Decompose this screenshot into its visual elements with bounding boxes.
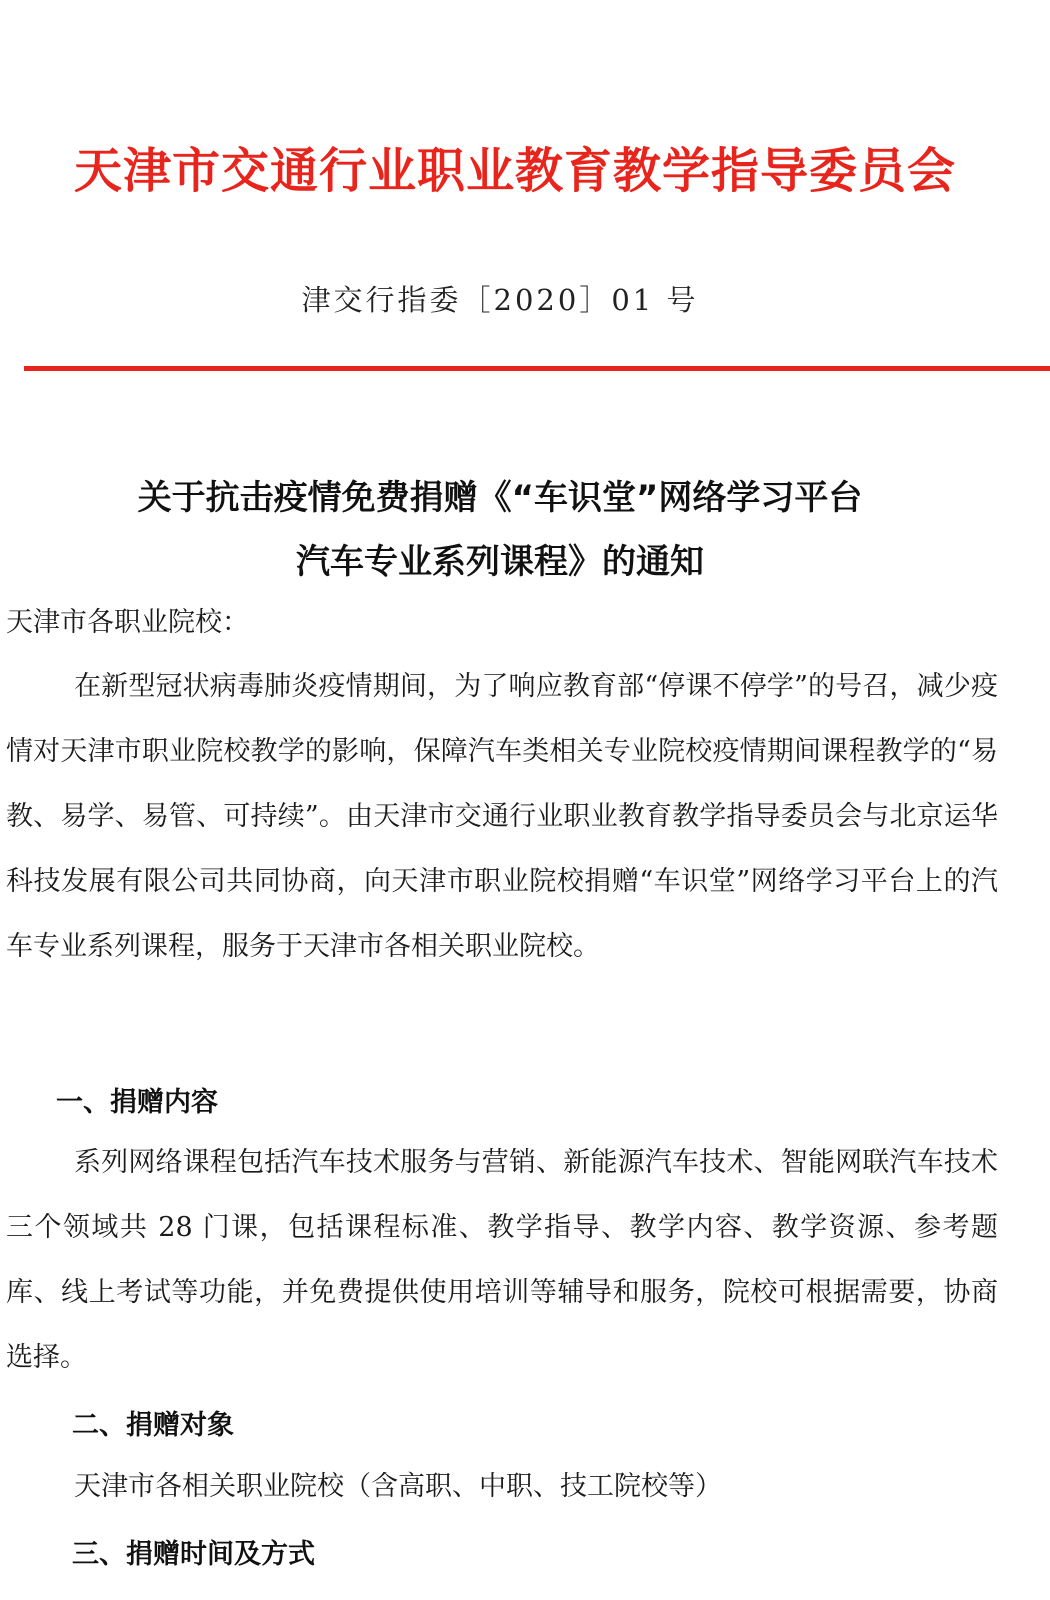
notice-title: [0, 466, 1000, 594]
salutation: 天津市各职业院校：: [6, 607, 249, 638]
section-heading-donation-target: 二、捐赠对象: [72, 1410, 234, 1441]
donation-target-paragraph: 天津市各相关职业院校（含高职、中职、技工院校等）: [74, 1471, 722, 1502]
notice-title-line-2: 汽车专业系列课程》的通知: [296, 542, 704, 582]
red-divider-line: [24, 366, 1050, 371]
notice-title-line-1: 关于抗击疫情免费捐赠《“车识堂”网络学习平台: [137, 478, 863, 518]
organization-title: 天津市交通行业职业教育教学指导委员会: [73, 143, 956, 199]
intro-paragraph: 在新型冠状病毒肺炎疫情期间，为了响应教育部“停课不停学”的号召，减少疫情对天津市职业院校教学的影响，保障汽车类相关专业院校疫情期间课程教学的“易教、易学、易管、可持续”。由天津市交通行业职业教育教学指导委员会与北京运华科技发展有限公司共同协商，向天津市职业院校捐赠“车识堂”网络学习平台上的汽车专业系列课程，服务于天津市各相关职业院校。: [6, 671, 998, 962]
document-number: 津交行指委［2020］01 号: [301, 283, 699, 317]
section-heading-donation-time-method: 三、捐赠时间及方式: [72, 1539, 315, 1570]
donation-content-paragraph: 系列网络课程包括汽车技术服务与营销、新能源汽车技术、智能网联汽车技术三个领域共 28 门课，包括课程标准、教学指导、教学内容、教学资源、参考题库、线上考试等功能，并免费提供使用培训等辅导和服务，院校可根据需要，协商选择。: [6, 1147, 998, 1373]
section-heading-donation-content: 一、捐赠内容: [56, 1087, 218, 1118]
